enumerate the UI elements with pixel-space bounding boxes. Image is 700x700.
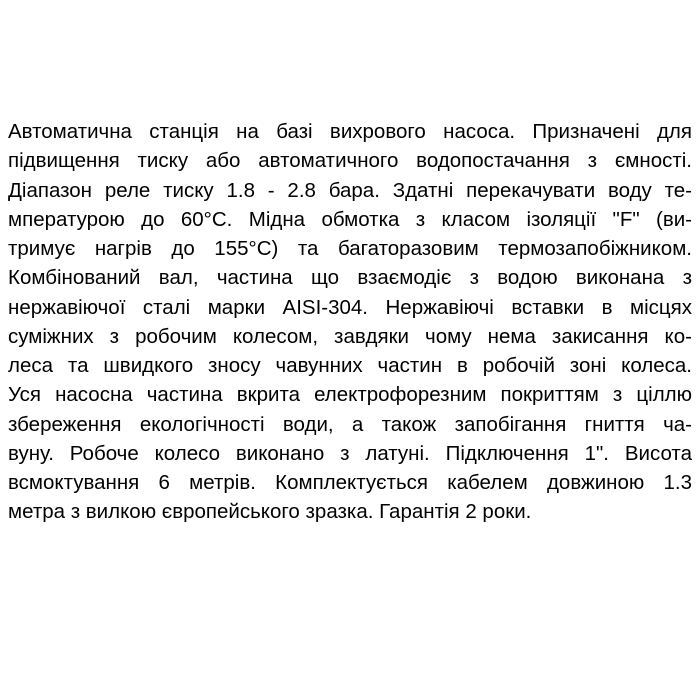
text-line: леса та швидкого зносу чавунних частин в робочій зоні колеса.	[8, 354, 692, 377]
text-line: тримує нагрів до 155°C) та багаторазовим термозапобіжником.	[8, 237, 692, 260]
text-line: Комбінований вал, частина що взаємодіє з водою виконана з	[8, 266, 692, 290]
text-line: нержавіючої сталі марки AISI-304. Нержавіючі вставки в місцях	[8, 295, 692, 319]
product-description	[8, 117, 692, 527]
text-line: всмоктування 6 метрів. Комплектується кабелем довжиною 1.3	[8, 471, 692, 494]
text-line: збереження екологічності води, а також запобігання гниття ча-	[8, 412, 692, 436]
text-line: мпературою до 60°C. Мідна обмотка з класом ізоляції "F" (ви-	[8, 207, 692, 231]
text-line: Діапазон реле тиску 1.8 - 2.8 бара. Здатні перекачувати воду те-	[8, 178, 692, 202]
text-line: Автоматична станція на базі вихрового насоса. Призначені для	[8, 120, 692, 143]
text-line: вуну. Робоче колесо виконано з латуні. Підключення 1". Висота	[8, 441, 692, 465]
text-line: Уся насосна частина вкрита електрофорезним покриттям з ціллю	[8, 383, 692, 407]
text-line: суміжних з робочим колесом, завдяки чому нема закисання ко-	[8, 324, 692, 348]
text-line: підвищення тиску або автоматичного водопостачання з ємності.	[8, 149, 692, 173]
text-line: метра з вилкою європейського зразка. Гарантія 2 роки.	[8, 500, 532, 524]
